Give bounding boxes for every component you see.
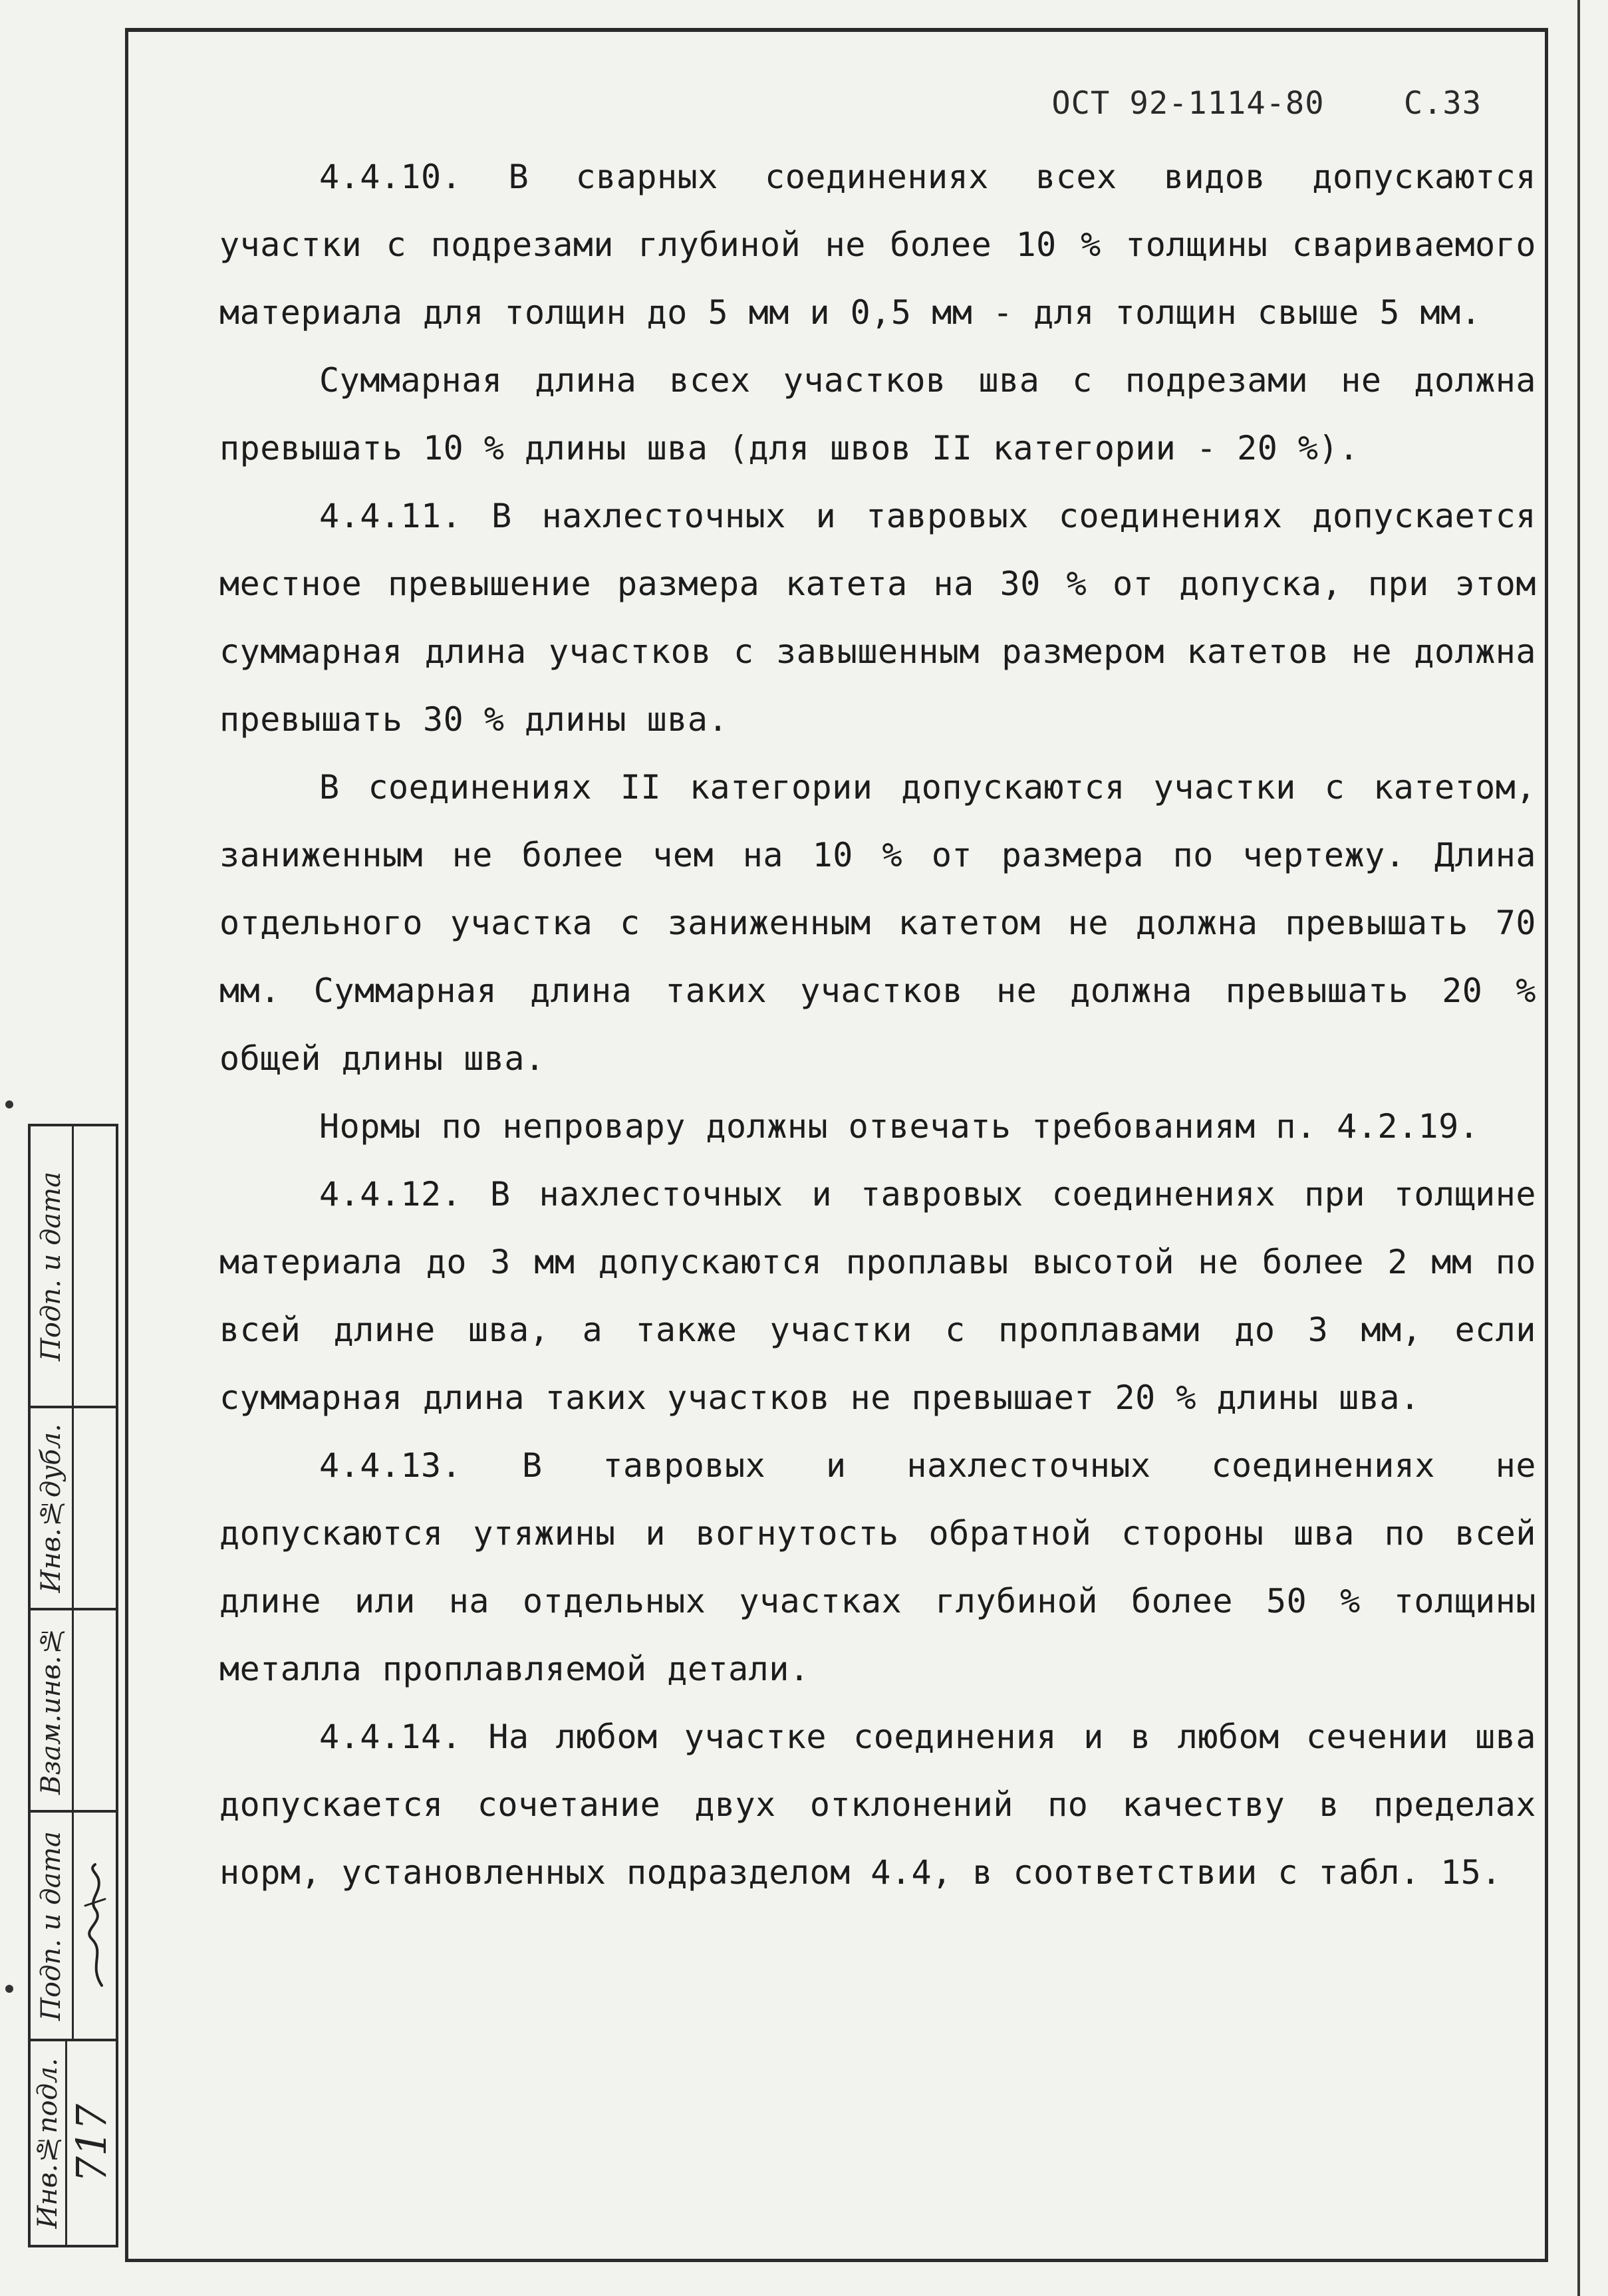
stamp-label: Инв.№дубл. bbox=[36, 1423, 67, 1593]
document-body bbox=[219, 143, 1536, 1906]
stamp-cell-inv-dubl bbox=[31, 1408, 116, 1610]
paragraph-4-4-14: 4.4.14. На любом участке соединения и в любом сечении шва допускается сочетание двух отклонений по качеству в пределах норм, установленных подразделом 4.4, в соответствии с табл. 15. bbox=[219, 1718, 1536, 1892]
paragraph-category-2-leg: В соединениях II категории допускаются участки с катетом, заниженным не более чем на 10 % от размера по чертежу. Длина отдельного участка с заниженным катетом не должна превышать 70 мм. Суммарная длина таких участков не должна превышать 20 % общей длины шва. bbox=[219, 768, 1536, 1078]
paragraph-4-4-13: 4.4.13. В тавровых и нахлесточных соединениях не допускаются утяжины и вогнутость обратной стороны шва по всей длине или на отдельных участках глубиной более 50 % толщины металла проплавляемой детали. bbox=[219, 1446, 1536, 1688]
side-stamp bbox=[28, 1124, 118, 2247]
punch-mark bbox=[5, 1100, 13, 1108]
stamp-label: Взам.инв.№ bbox=[36, 1625, 67, 1795]
punch-mark bbox=[5, 1985, 13, 1993]
stamp-inv-podl-value: 717 bbox=[67, 2103, 116, 2183]
standard-number: ОСТ 92-1114-80 bbox=[1051, 85, 1325, 122]
paragraph-4-4-12: 4.4.12. В нахлесточных и тавровых соединениях при толщине материала до 3 мм допускаются проплавы высотой не более 2 мм по всей длине шва, а также участки с проплавами до 3 мм, если суммарная длина таких участков не превышает 20 % длины шва. bbox=[219, 1175, 1536, 1417]
paragraph-4-4-11: 4.4.11. В нахлесточных и тавровых соединениях допускается местное превышение размера катета на 30 % от допуска, при этом суммарная длина участков с завышенным размером катетов не должна превышать 30 % длины шва. bbox=[219, 497, 1536, 739]
stamp-cell-sign-date-2 bbox=[31, 1813, 116, 2041]
stamp-label: Подп. и дата bbox=[36, 1831, 67, 2021]
stamp-cell-inv-podl bbox=[31, 2041, 116, 2245]
page-number: С.33 bbox=[1403, 85, 1482, 122]
stamp-label: Инв.№подл. bbox=[33, 2057, 63, 2229]
scan-edge-line bbox=[1577, 0, 1580, 2296]
paragraph-lack-of-fusion: Нормы по непровару должны отвечать требованиям п. 4.2.19. bbox=[319, 1107, 1480, 1146]
page-header bbox=[1051, 85, 1482, 122]
paragraph-undercut-total: Суммарная длина всех участков шва с подрезами не должна превышать 10 % длины шва (для швов II категории - 20 %). bbox=[219, 361, 1536, 467]
stamp-label: Подп. и дата bbox=[36, 1171, 67, 1361]
stamp-cell-vzam-inv bbox=[31, 1610, 116, 1813]
handwritten-signature bbox=[75, 1859, 115, 1992]
stamp-cell-sign-date-1 bbox=[31, 1126, 116, 1408]
paragraph-4-4-10: 4.4.10. В сварных соединениях всех видов допускаются участки с подрезами глубиной не более 10 % толщины свариваемого материала для толщин до 5 мм и 0,5 мм - для толщин свыше 5 мм. bbox=[219, 158, 1536, 332]
